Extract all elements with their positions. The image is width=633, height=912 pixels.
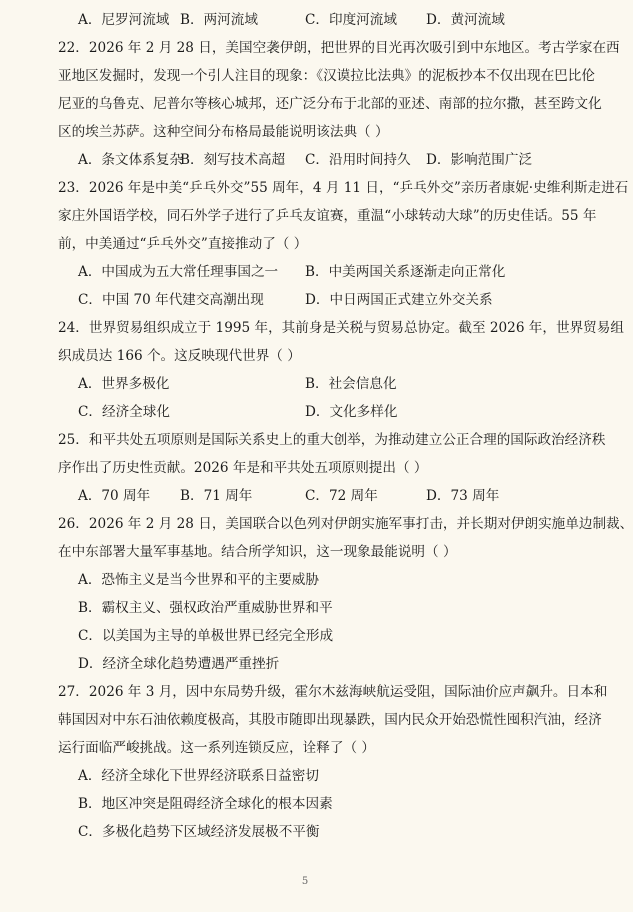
q23-stem-line: 前，中美通过“乒乓外交”直接推动了（ ） <box>58 236 308 252</box>
q27-option-a: A．经济全球化下世界经济联系日益密切 <box>78 768 319 784</box>
q22-stem-line: 亚地区发掘时，发现一个引人注目的现象：《汉谟拉比法典》的泥板抄本不仅出现在巴比伦 <box>58 68 595 84</box>
q26-stem-line: 26．2026 年 2 月 28 日，美国联合以色列对伊朗实施军事打击，并长期对伊朗实施单边制裁、 <box>58 516 633 532</box>
q22-option-a: A．条文体系复杂 <box>78 152 183 168</box>
q25-stem-line: 25．和平共处五项原则是国际关系史上的重大创举，为推动建立公正合理的国际政治经济秩 <box>58 432 606 448</box>
q24-stem-line: 24．世界贸易组织成立于 1995 年，其前身是关税与贸易总协定。截至 2026 年，世界贸易组 <box>58 320 624 336</box>
q22-option-b: B．刻写技术高超 <box>180 152 286 168</box>
q27-stem-line: 运行面临严峻挑战。这一系列连锁反应，诠释了（ ） <box>58 740 375 756</box>
q23-option-d: D．中日两国正式建立外交关系 <box>305 292 493 308</box>
q27-option-c: C．多极化趋势下区域经济发展极不平衡 <box>78 824 320 840</box>
q27-stem-line: 韩国因对中东石油依赖度极高，其股市随即出现暴跌，国内民众开始恐慌性囤积汽油，经济 <box>58 712 602 728</box>
q22-option-d: D．影响范围广泛 <box>426 152 533 168</box>
q26-option-b: B．霸权主义、强权政治严重威胁世界和平 <box>78 600 333 616</box>
page-number: 5 <box>301 876 309 887</box>
q25-option-c: C．72 周年 <box>305 488 378 504</box>
q26-option-d: D．经济全球化趋势遭遇严重挫折 <box>78 656 280 672</box>
q23-option-c: C．中国 70 年代建交高潮出现 <box>78 292 264 308</box>
q24-stem-line: 织成员达 166 个。这反映现代世界（ ） <box>58 348 301 364</box>
q24-option-b: B．社会信息化 <box>305 376 397 392</box>
q27-option-b: B．地区冲突是阻碍经济全球化的根本因素 <box>78 796 333 812</box>
q22-stem-line: 22．2026 年 2 月 28 日，美国空袭伊朗，把世界的目光再次吸引到中东地区。考古学家在西 <box>58 40 620 56</box>
q22-stem-line: 尼亚的乌鲁克、尼普尔等核心城邦，还广泛分布于北部的亚述、南部的拉尔撒，甚至跨文化 <box>58 96 602 112</box>
q21-option-d: D．黄河流域 <box>426 12 505 28</box>
q23-stem-line: 23．2026 年是中美“乒乓外交”55 周年，4 月 11 日，“乒乓外交”亲历者康妮·史维利斯走进石 <box>58 180 629 196</box>
q25-option-d: D．73 周年 <box>426 488 500 504</box>
q25-option-a: A．70 周年 <box>78 488 151 504</box>
q23-stem-line: 家庄外国语学校，同石外学子进行了乒乓友谊赛，重温“小球转动大球”的历史佳话。55 年 <box>58 208 597 224</box>
q26-stem-line: 在中东部署大量军事基地。结合所学知识，这一现象最能说明（ ） <box>58 544 457 560</box>
q27-stem-line: 27．2026 年 3 月，因中东局势升级，霍尔木兹海峡航运受阻，国际油价应声飙升。日本和 <box>58 684 608 700</box>
q22-option-c: C．沿用时间持久 <box>305 152 411 168</box>
q21-option-c: C．印度河流域 <box>305 12 397 28</box>
q24-option-c: C．经济全球化 <box>78 404 170 420</box>
q26-option-a: A．恐怖主义是当今世界和平的主要威胁 <box>78 572 319 588</box>
q21-option-b: B．两河流域 <box>180 12 258 28</box>
q26-option-c: C．以美国为主导的单极世界已经完全形成 <box>78 628 334 644</box>
q23-option-b: B．中美两国关系逐渐走向正常化 <box>305 264 506 280</box>
q24-option-d: D．文化多样化 <box>305 404 398 420</box>
q23-option-a: A．中国成为五大常任理事国之一 <box>78 264 279 280</box>
q24-option-a: A．世界多极化 <box>78 376 170 392</box>
q25-stem-line: 序作出了历史性贡献。2026 年是和平共处五项原则提出（ ） <box>58 460 428 476</box>
q25-option-b: B．71 周年 <box>180 488 253 504</box>
q22-stem-line: 区的埃兰苏萨。这种空间分布格局最能说明该法典（ ） <box>58 124 389 140</box>
q21-option-a: A．尼罗河流域 <box>78 12 170 28</box>
